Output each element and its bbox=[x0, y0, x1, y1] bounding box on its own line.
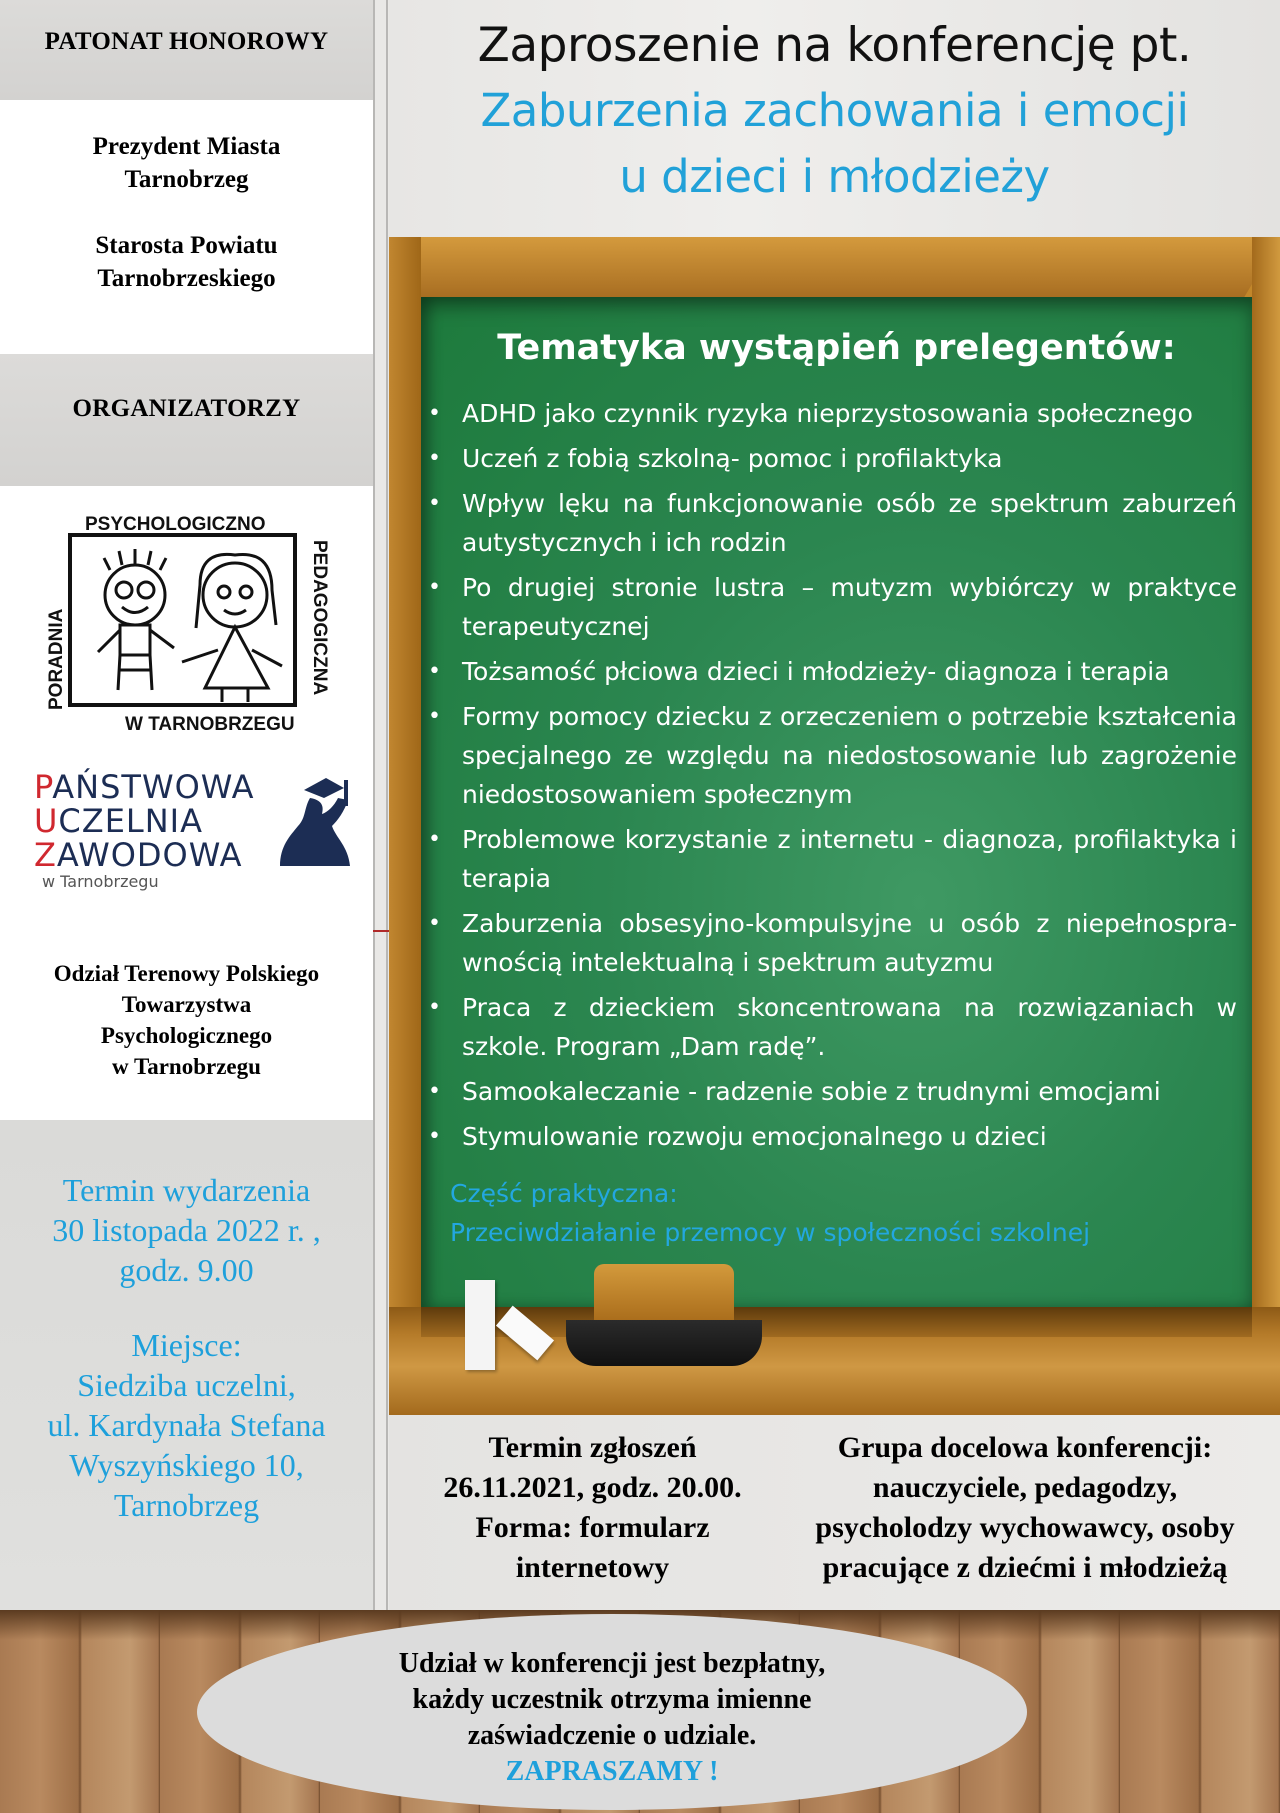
topic-item bbox=[424, 988, 1237, 1066]
patronat-title: PATONAT HONOROWY bbox=[44, 28, 329, 55]
girl-drawing bbox=[182, 554, 282, 702]
logo-bottom-text: W TARNOBRZEGU bbox=[125, 714, 295, 735]
ptp-organizer bbox=[0, 958, 373, 1082]
topic-item bbox=[424, 1117, 1237, 1156]
puz-word: AWODOWA bbox=[56, 836, 243, 874]
invitation-title: Zaproszenie na konferencję pt. bbox=[477, 18, 1192, 73]
topic-text: Po drugiej stronie lustra – mutyzm wybiórczy w praktyce terapeutycznej bbox=[462, 573, 1237, 641]
footer-line: każdy uczestnik otrzyma imienne bbox=[412, 1684, 812, 1715]
patron-line: Tarnobrzeskiego bbox=[97, 265, 276, 292]
organizers-title: ORGANIZATORZY bbox=[72, 395, 301, 422]
audience-line: nauczyciele, pedagodzy, bbox=[872, 1471, 1178, 1504]
bullet-icon: • bbox=[428, 704, 441, 729]
topic-text: Uczeń z fobią szkolną- pomoc i profilaktyka bbox=[462, 444, 1003, 473]
chalk-icon bbox=[465, 1280, 495, 1370]
left-column bbox=[0, 0, 373, 1610]
topic-text: Praca z dzieckiem skoncentrowana na rozwiązaniach w szkole. Program „Dam radę”. bbox=[462, 993, 1237, 1061]
patrons-list bbox=[0, 100, 373, 295]
registration-line: Termin zgłoszeń bbox=[488, 1431, 697, 1464]
ptp-line: Towarzystwa bbox=[121, 992, 252, 1017]
topic-item bbox=[424, 652, 1237, 691]
topic-item bbox=[424, 697, 1237, 814]
organizers-band bbox=[0, 354, 373, 486]
eraser-icon bbox=[594, 1264, 734, 1324]
patron-line: Prezydent Miasta bbox=[92, 133, 281, 160]
practical-text: Przeciwdziałanie przemocy w społeczności szkolnej bbox=[450, 1218, 1091, 1247]
topic-text: Stymulowanie rozwoju emocjonalnego u dzieci bbox=[462, 1122, 1047, 1151]
audience-line: Grupa docelowa konferencji: bbox=[837, 1431, 1213, 1464]
footer-text bbox=[197, 1646, 1027, 1790]
topic-item bbox=[424, 568, 1237, 646]
boy-drawing bbox=[98, 549, 174, 690]
audience-line: psycholodzy wychowawcy, osoby bbox=[815, 1511, 1235, 1544]
patron-line: Starosta Powiatu bbox=[95, 232, 278, 259]
venue-line: ul. Kardynała Stefana bbox=[47, 1407, 326, 1443]
invite-cta: ZAPRASZAMY ! bbox=[505, 1756, 719, 1787]
bullet-icon: • bbox=[428, 1079, 441, 1104]
frame-right bbox=[1252, 237, 1280, 1415]
logo-left-text: PORADNIA bbox=[46, 608, 67, 710]
statue-icon bbox=[274, 770, 364, 880]
footer-line: zaświadczenie o udziale. bbox=[467, 1720, 757, 1751]
event-date bbox=[0, 1170, 373, 1290]
bullet-icon: • bbox=[428, 491, 441, 516]
topics-title: Tematyka wystąpień prelegentów: bbox=[497, 328, 1176, 368]
registration-line: 26.11.2021, godz. 20.00. bbox=[443, 1471, 742, 1504]
audience-line: pracujące z dziećmi i młodzieżą bbox=[822, 1551, 1228, 1584]
column-divider bbox=[373, 0, 389, 1610]
puz-logo bbox=[34, 770, 364, 905]
bullet-icon: • bbox=[428, 446, 441, 471]
bullet-icon: • bbox=[428, 659, 441, 684]
target-audience bbox=[780, 1428, 1270, 1588]
puz-word: AŃSTWOWA bbox=[52, 768, 255, 806]
topic-text: Zaburzenia obsesyjno-kompulsyjne u osób z niepełnospra-wnością intelektualną i spektrum autyzmu bbox=[462, 909, 1237, 977]
topics-list bbox=[424, 394, 1237, 1162]
puz-initial: P bbox=[34, 768, 53, 806]
event-date-line: 30 listopada 2022 r. , bbox=[52, 1212, 321, 1248]
divider-accent bbox=[373, 930, 389, 932]
patron-line: Tarnobrzeg bbox=[124, 166, 249, 193]
bullet-icon: • bbox=[428, 575, 441, 600]
patronat-band bbox=[0, 0, 373, 100]
conference-title-line-2: u dzieci i młodzieży bbox=[619, 150, 1050, 203]
topic-text: Samookaleczanie - radzenie sobie z trudnymi emocjami bbox=[462, 1077, 1161, 1106]
venue-line: Wyszyńskiego 10, bbox=[69, 1447, 304, 1483]
bullet-icon: • bbox=[428, 995, 441, 1020]
topic-item bbox=[424, 394, 1237, 433]
topic-item bbox=[424, 820, 1237, 898]
patron-spacer bbox=[0, 196, 373, 229]
frame-top bbox=[389, 237, 1280, 297]
venue-line: Tarnobrzeg bbox=[113, 1487, 260, 1523]
bullet-icon: • bbox=[428, 911, 441, 936]
event-date-line: Termin wydarzenia bbox=[62, 1172, 311, 1208]
topic-item bbox=[424, 439, 1237, 478]
footer-line: Udział w konferencji jest bezpłatny, bbox=[398, 1648, 826, 1679]
registration-line: Forma: formularz bbox=[475, 1511, 710, 1544]
poradnia-logo bbox=[40, 510, 330, 735]
venue-line: Miejsce: bbox=[131, 1327, 242, 1363]
venue-line: Siedziba uczelni, bbox=[77, 1367, 296, 1403]
logo-right-text: PEDAGOGICZNA bbox=[309, 540, 330, 696]
registration-line: internetowy bbox=[515, 1551, 670, 1584]
topic-item bbox=[424, 904, 1237, 982]
logo-top-text: PSYCHOLOGICZNO bbox=[85, 514, 266, 535]
topic-text: Problemowe korzystanie z internetu - diagnoza, profilaktyka i terapia bbox=[462, 825, 1237, 893]
ptp-line: Psychologicznego bbox=[100, 1023, 273, 1048]
event-info-band bbox=[0, 1120, 373, 1610]
topic-item bbox=[424, 1072, 1237, 1111]
ptp-line: Odział Terenowy Polskiego bbox=[53, 961, 320, 986]
eraser-base bbox=[566, 1320, 762, 1366]
puz-word: CZELNIA bbox=[58, 802, 203, 840]
conference-title-line-1: Zaburzenia zachowania i emocji bbox=[480, 84, 1189, 137]
puz-initial: U bbox=[34, 802, 59, 840]
bullet-icon: • bbox=[428, 827, 441, 852]
puz-initial: Z bbox=[34, 836, 57, 874]
frame-left bbox=[389, 237, 421, 1415]
bullet-icon: • bbox=[428, 401, 441, 426]
topic-text: ADHD jako czynnik ryzyka nieprzystosowania społecznego bbox=[462, 399, 1193, 428]
practical-part bbox=[450, 1174, 1240, 1252]
patrons-band bbox=[0, 100, 373, 354]
practical-label: Część praktyczna: bbox=[450, 1179, 678, 1208]
ptp-line: w Tarnobrzegu bbox=[112, 1054, 261, 1079]
topic-text: Wpływ lęku na funkcjonowanie osób ze spektrum zaburzeń autystycznych i ich rodzin bbox=[462, 489, 1237, 557]
event-date-line: godz. 9.00 bbox=[119, 1252, 254, 1288]
puz-subtitle: w Tarnobrzegu bbox=[42, 872, 159, 891]
topic-item bbox=[424, 484, 1237, 562]
topic-text: Formy pomocy dziecku z orzeczeniem o potrzebie kształcenia specjalnego ze względu na niedostosowanie lub zagrożenie niedostosowaniem społecznym bbox=[462, 702, 1237, 809]
bullet-icon: • bbox=[428, 1124, 441, 1149]
registration-info bbox=[405, 1428, 780, 1588]
event-venue bbox=[0, 1325, 373, 1525]
topic-text: Tożsamość płciowa dzieci i młodzieży- diagnoza i terapia bbox=[462, 657, 1170, 686]
